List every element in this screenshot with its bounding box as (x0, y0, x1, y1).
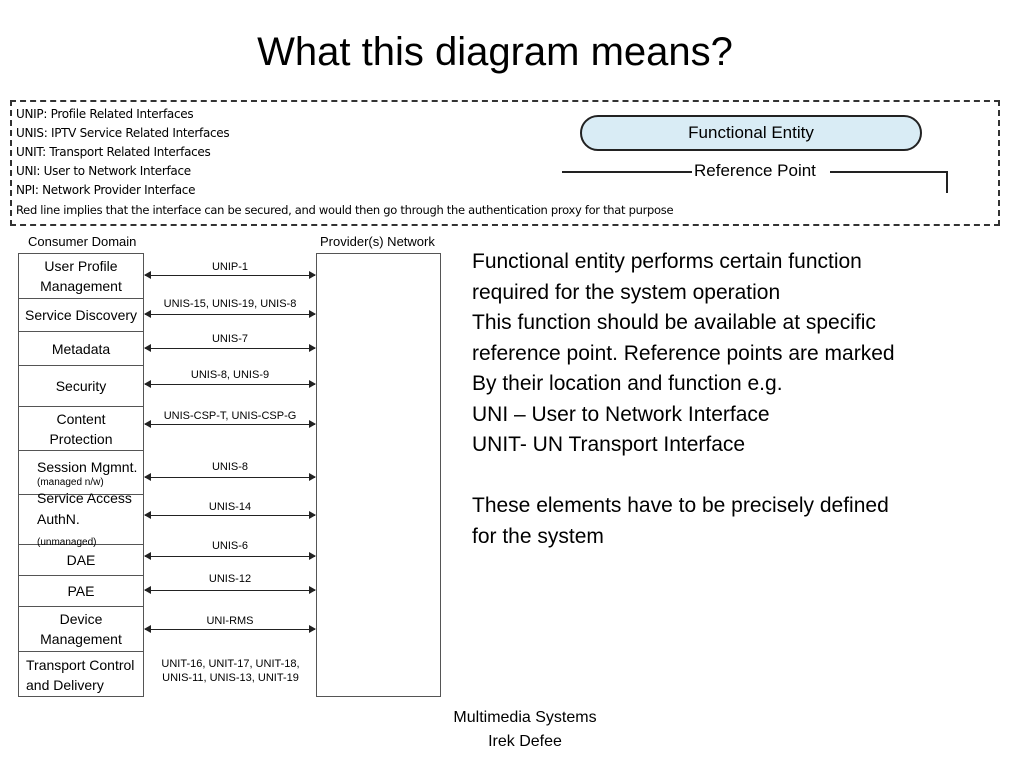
footer-author: Irek Defee (488, 733, 562, 750)
consumer-domain-label: Consumer Domain (28, 234, 137, 249)
entity-label: Security (55, 378, 107, 394)
reference-point-arrow (145, 590, 315, 591)
interface-label: UNIS-6 (211, 540, 249, 552)
reference-point-arrow (145, 275, 315, 276)
reference-point-arrow (145, 515, 315, 516)
entity-transport-control-and-delivery (19, 652, 143, 697)
entity-label: DAE (66, 552, 96, 568)
reference-point-line (830, 171, 948, 173)
entity-dae (19, 545, 143, 576)
interface-label: UNI-RMS (206, 615, 254, 627)
functional-entity-key: Functional Entity (580, 115, 922, 151)
explanation-line: for the system (472, 524, 604, 548)
legend-line-npi: NPI: Network Provider Interface (16, 183, 196, 197)
interface-label: UNIS-CSP-T, UNIS-CSP-G (163, 410, 297, 422)
entity-label (37, 488, 141, 551)
footer-course: Multimedia Systems (453, 709, 597, 726)
interface-label: UNIS-14 (208, 501, 252, 513)
consumer-domain-column (18, 253, 144, 697)
interface-label: UNIS-7 (211, 333, 249, 345)
interface-label: UNIS-15, UNIS-19, UNIS-8 (163, 298, 297, 310)
interface-label: UNIS-8 (211, 461, 249, 473)
entity-sublabel: (unmanaged) (37, 537, 97, 548)
interface-label: UNIS-12 (208, 573, 252, 585)
reference-point-arrow (145, 384, 315, 385)
entity-label: Device Management (40, 611, 122, 647)
explanation-text (472, 247, 1012, 552)
paragraph-gap (472, 461, 1012, 492)
entity-label: Content Protection (49, 410, 113, 447)
explanation-line: This function should be available at specific (472, 311, 876, 334)
entity-security (19, 366, 143, 407)
entity-label: User Profile Management (40, 258, 122, 294)
entity-label: Service Discovery (24, 307, 138, 323)
interface-label: UNIS-8, UNIS-9 (190, 369, 270, 381)
entity-service-discovery (19, 299, 143, 332)
reference-point-arrow (145, 424, 315, 425)
interface-label: UNIT-16, UNIT-17, UNIT-18, UNIS-11, UNIS-13, UNIT-19 (161, 658, 300, 684)
explanation-line: required for the system operation (472, 280, 781, 304)
entity-device-management (19, 607, 143, 652)
explanation-line: These elements have to be precisely defined (472, 494, 889, 517)
explanation-line: UNIT- UN Transport Interface (472, 433, 746, 456)
interface-label: UNIP-1 (211, 261, 249, 273)
entity-pae (19, 576, 143, 607)
legend-line-red-note: Red line implies that the interface can be secured, and would then go through the authentication proxy for that purpose (16, 203, 674, 217)
entity-metadata (19, 332, 143, 366)
entity-label: Session Mgmnt. (37, 458, 138, 475)
entity-user-profile-management (19, 254, 143, 299)
legend-line-unit: UNIT: Transport Related Interfaces (16, 145, 211, 159)
reference-point-line (562, 171, 692, 173)
explanation-line: reference point. Reference points are marked (472, 341, 895, 365)
explanation-line: Functional entity performs certain function (472, 250, 862, 273)
entity-content-protection (19, 407, 143, 451)
reference-point-arrow (145, 348, 315, 349)
explanation-line: UNI – User to Network Interface (472, 402, 770, 426)
entity-sublabel: (managed n/w) (37, 476, 104, 488)
legend-line-unis: UNIS: IPTV Service Related Interfaces (16, 126, 230, 140)
provider-network-label: Provider(s) Network (320, 234, 435, 249)
explanation-line: By their location and function e.g. (472, 372, 783, 395)
entity-label: PAE (67, 583, 95, 599)
legend-line-uni: UNI: User to Network Interface (16, 164, 191, 178)
reference-point-arrow (145, 556, 315, 557)
entity-label-text: Service Access AuthN. (37, 490, 132, 527)
entity-service-access-authn (19, 490, 143, 548)
provider-network-column (316, 253, 441, 697)
reference-point-arrow (145, 477, 315, 478)
reference-point-key: Reference Point (694, 161, 816, 180)
legend-line-unip: UNIP: Profile Related Interfaces (16, 107, 194, 121)
slide-title: What this diagram means? (257, 30, 733, 74)
entity-label: Transport Control and Delivery (26, 656, 135, 693)
reference-point-arrow (145, 629, 315, 630)
entity-label: Metadata (51, 340, 111, 357)
reference-point-line (946, 171, 948, 193)
reference-point-arrow (145, 314, 315, 315)
